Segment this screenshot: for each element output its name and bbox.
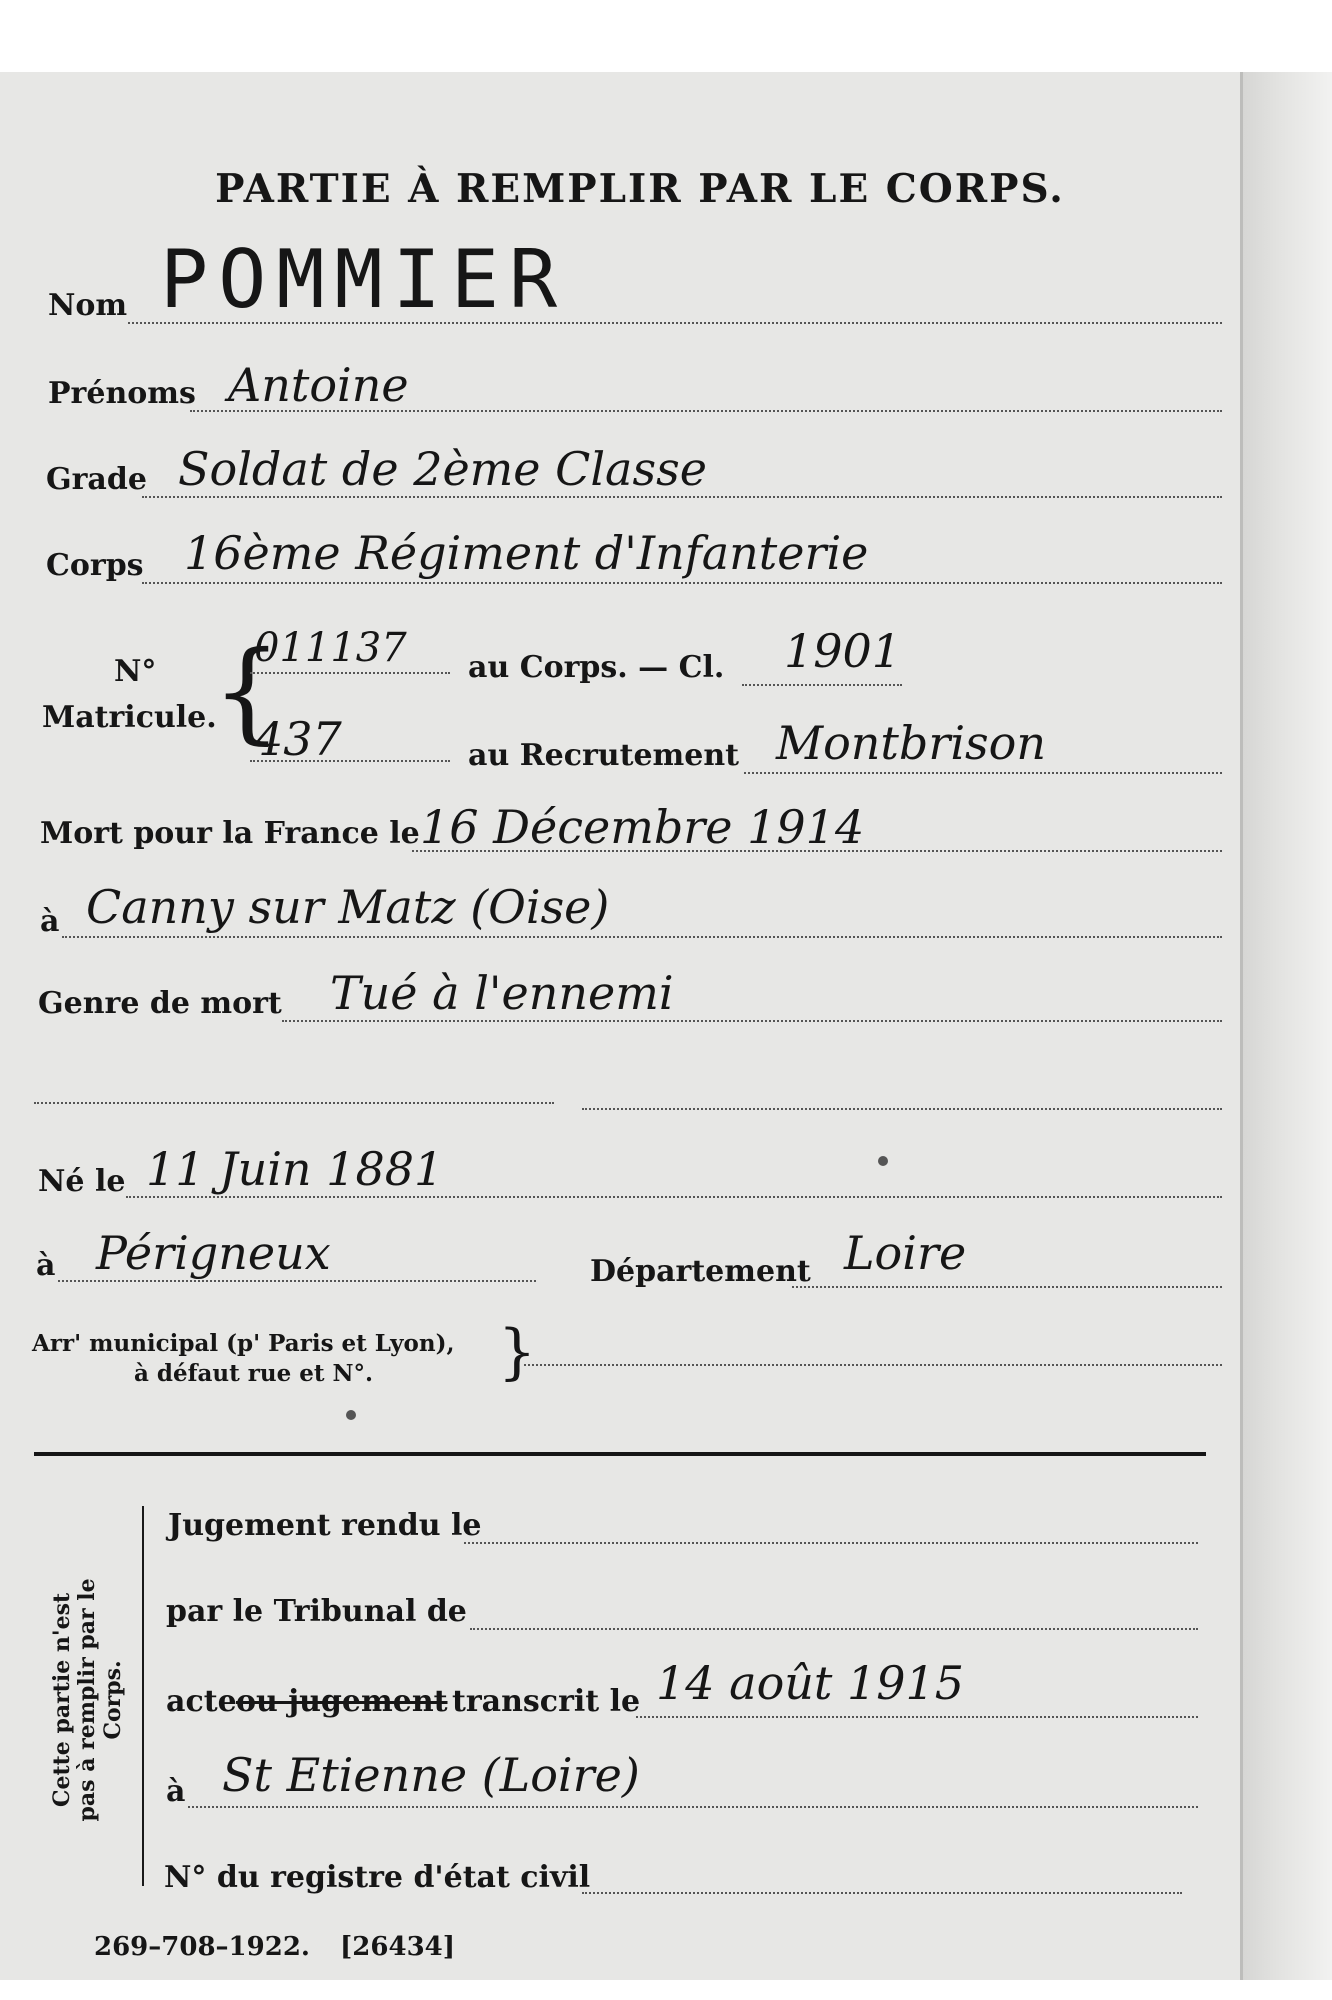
grade-value: Soldat de 2ème Classe — [178, 442, 707, 496]
ink-speck — [346, 1410, 356, 1420]
ne-le-line — [126, 1196, 1222, 1198]
corps-value: 16ème Régiment d'Infanterie — [184, 526, 869, 580]
section-separator — [34, 1452, 1206, 1456]
footer-code: 269–708–1922. — [94, 1932, 310, 1962]
corps-line — [142, 582, 1222, 584]
acte-label: acte — [166, 1684, 237, 1719]
grade-label: Grade — [46, 462, 147, 497]
tribunal-label: par le Tribunal de — [166, 1594, 467, 1629]
arr-line — [524, 1364, 1222, 1366]
matricule-corps-line — [250, 672, 450, 674]
registre-label: N° du registre d'état civil — [164, 1860, 591, 1895]
grade-line — [142, 496, 1222, 498]
genre-line — [282, 1020, 1222, 1022]
mort-label: Mort pour la France le — [40, 816, 420, 851]
jugement-label: Jugement rendu le — [168, 1508, 482, 1543]
genre-label: Genre de mort — [38, 986, 282, 1021]
paper-edge — [1243, 72, 1332, 1988]
matricule-label: Matricule. — [42, 700, 217, 735]
matricule-recrutement-value: 437 — [254, 712, 342, 766]
blank-line-left — [34, 1102, 554, 1104]
recrutement-value: Montbrison — [776, 716, 1046, 770]
au-corps-label: au Corps. — Cl. — [468, 650, 725, 685]
ou-jugement-struck: ou jugement — [236, 1684, 448, 1719]
jugement-line — [464, 1542, 1198, 1544]
departement-label: Département — [590, 1254, 811, 1289]
side-note: Cette partie n'est pas à remplir par le Corps. — [49, 1578, 126, 1822]
ink-speck — [878, 1156, 888, 1166]
registre-line — [582, 1892, 1182, 1894]
lieu-naissance-label: à — [36, 1248, 56, 1283]
matricule-brace: { — [212, 627, 282, 755]
classe-line — [742, 684, 902, 686]
ne-le-label: Né le — [38, 1164, 126, 1199]
date-transcription-value: 14 août 1915 — [656, 1656, 965, 1710]
recrutement-line — [744, 772, 1222, 774]
au-recrutement-label: au Recrutement — [468, 738, 740, 773]
form-heading: PARTIE À REMPLIR PAR LE CORPS. — [215, 166, 1065, 212]
lieu-naissance-line — [58, 1280, 536, 1282]
lieu-mort-value: Canny sur Matz (Oise) — [86, 880, 610, 934]
lieu-mort-label: à — [40, 904, 60, 939]
arr-brace: } — [498, 1317, 537, 1387]
footer-ref: [26434] — [340, 1932, 456, 1962]
departement-value: Loire — [844, 1226, 967, 1280]
nom-label: Nom — [48, 288, 128, 323]
lieu-transcription-label: à — [166, 1774, 186, 1809]
departement-line — [792, 1286, 1222, 1288]
lieu-naissance-value: Périgneux — [96, 1226, 331, 1280]
matricule-corps-value: 011137 — [254, 625, 407, 671]
classe-value: 1901 — [784, 624, 902, 678]
corps-label: Corps — [46, 548, 144, 583]
date-mort-value: 16 Décembre 1914 — [420, 800, 865, 854]
arr-label-line1: Arr' municipal (p' Paris et Lyon), — [32, 1330, 455, 1357]
transcrit-line — [636, 1716, 1198, 1718]
no-label: N° — [114, 654, 157, 689]
nom-value: POMMIER — [160, 233, 568, 326]
side-bracket — [142, 1506, 144, 1886]
transcrit-label: transcrit le — [452, 1684, 641, 1719]
genre-mort-value: Tué à l'ennemi — [330, 966, 674, 1020]
lieu-mort-line — [62, 936, 1222, 938]
prenoms-label: Prénoms — [48, 376, 196, 411]
blank-line-right — [582, 1108, 1222, 1110]
lieu-transcription-line — [188, 1806, 1198, 1808]
page-margin-bottom — [0, 1980, 1332, 2000]
lieu-transcription-value: St Etienne (Loire) — [222, 1748, 640, 1802]
tribunal-line — [470, 1628, 1198, 1630]
prenoms-value: Antoine — [228, 358, 409, 412]
date-naissance-value: 11 Juin 1881 — [146, 1142, 444, 1196]
arr-label-line2: à défaut rue et N°. — [134, 1360, 374, 1387]
